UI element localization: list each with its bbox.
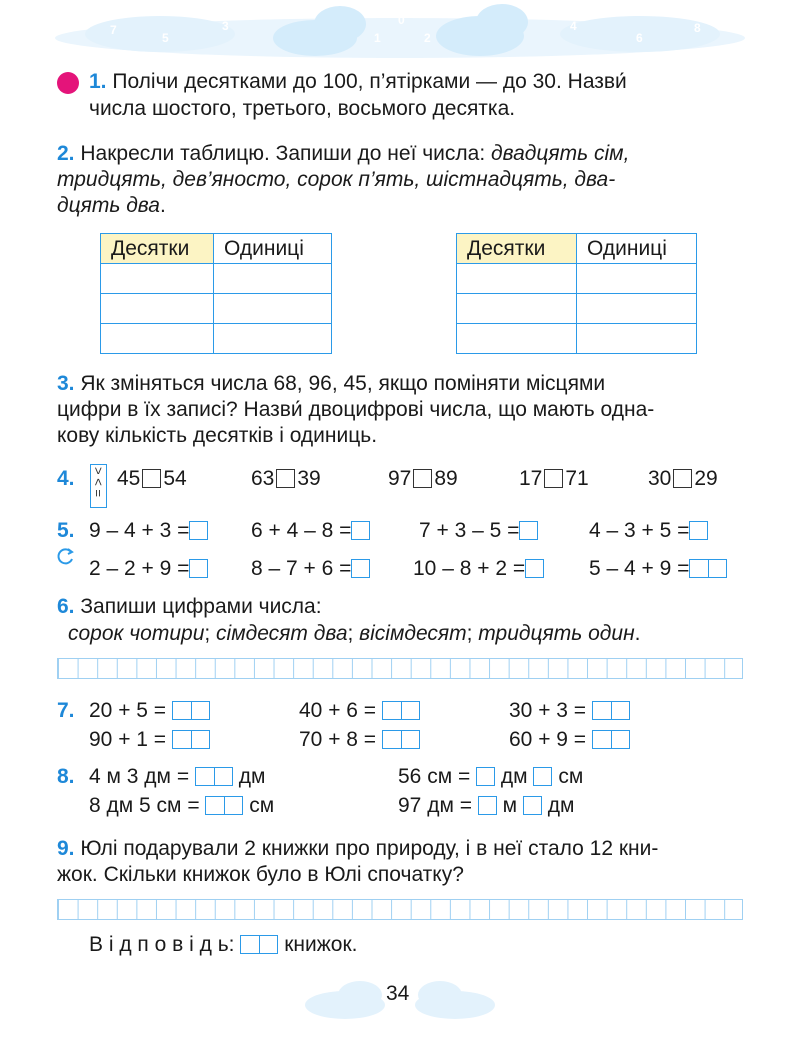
expression: 4 – 3 + 5 = xyxy=(589,518,708,544)
answer-grid xyxy=(57,658,743,679)
compare-pair: 30 29 xyxy=(648,467,718,490)
task-6-line1 xyxy=(57,594,322,620)
task-8-number: 8. xyxy=(57,765,75,788)
task-6-text: Запиши цифрами числа: xyxy=(80,595,322,618)
header-digit: 0 xyxy=(398,13,405,27)
table-cell xyxy=(101,324,214,354)
sum-expression: 60 + 9 = xyxy=(509,727,630,753)
expression: 2 – 2 + 9 = xyxy=(89,556,208,582)
task-1-line1 xyxy=(89,69,627,95)
table-cell xyxy=(214,294,332,324)
number-word: вісімдесят xyxy=(359,622,467,645)
task-2-period: . xyxy=(160,194,166,217)
expression: 5 – 4 + 9 = xyxy=(589,556,727,582)
task-2-text: Накресли таблицю. Запиши до неї числа: xyxy=(80,142,492,165)
answer-label: В і д п о в і д ь: xyxy=(89,933,235,956)
answer-unit: книжок. xyxy=(284,933,358,956)
task-1-number: 1. xyxy=(89,70,107,93)
compare-pair: 63 39 xyxy=(251,467,321,490)
sum-expression: 20 + 5 = xyxy=(89,698,210,724)
number-word: сорок чотири xyxy=(68,622,205,645)
unit-conversion: 8 дм 5 см = см xyxy=(89,794,275,817)
task-3-line2: цифри в їх записі? Назви́ двоцифрові числа, що мають одна- xyxy=(57,398,655,421)
header-units: Одиниці xyxy=(214,234,332,264)
task-9-line2: жок. Скільки книжок було в Юлі спочатку? xyxy=(57,863,464,886)
task-2-line2: тридцять, дев’яносто, сорок п’ять, шістнадцять, два- xyxy=(57,168,616,191)
table-cell xyxy=(577,264,697,294)
number-word: сімдесят два xyxy=(216,622,348,645)
sum-expression: 30 + 3 = xyxy=(509,698,630,724)
task-2-number: 2. xyxy=(57,142,75,165)
expression: 6 + 4 – 8 = xyxy=(251,518,370,544)
table-cell xyxy=(577,324,697,354)
header-tens: Десятки xyxy=(101,234,214,264)
task-3-line3: кову кількість десятків і одиниць. xyxy=(57,424,378,447)
expression: 8 – 7 + 6 = xyxy=(251,556,370,582)
table-cell xyxy=(577,294,697,324)
table-cell xyxy=(457,264,577,294)
answer-grid xyxy=(57,899,743,920)
compare-signs-icon: > < = xyxy=(90,464,107,508)
task-3-line1 xyxy=(57,371,605,397)
header-units: Одиниці xyxy=(577,234,697,264)
unit-conversion: 56 см = дм см xyxy=(398,765,584,788)
task-6-number: 6. xyxy=(57,595,75,618)
expression: 9 – 4 + 3 = xyxy=(89,518,208,544)
task-5-number: 5. xyxy=(57,519,75,542)
tens-units-table-right xyxy=(456,233,697,354)
expression: 10 – 8 + 2 = xyxy=(413,556,544,582)
header-digit: 6 xyxy=(636,31,643,45)
sum-expression: 90 + 1 = xyxy=(89,727,210,753)
compare-pair: 97 89 xyxy=(388,467,458,490)
header-tens: Десятки xyxy=(457,234,577,264)
header-digit: 8 xyxy=(694,21,701,35)
table-cell xyxy=(101,294,214,324)
unit-conversion: 97 дм = м дм xyxy=(398,794,575,817)
task-7-number: 7. xyxy=(57,699,75,722)
answer-line xyxy=(89,932,357,958)
sum-expression: 40 + 6 = xyxy=(299,698,420,724)
task-3-text: Як зміняться числа 68, 96, 45, якщо поміняти місцями xyxy=(80,372,606,395)
header-clouds xyxy=(40,0,760,72)
task-1-dot xyxy=(57,72,79,94)
table-cell xyxy=(214,324,332,354)
header-digit: 2 xyxy=(424,31,431,45)
task-9-text: Юлі подарували 2 книжки про природу, і в неї стало 12 кни- xyxy=(80,837,659,860)
tens-units-table-left xyxy=(100,233,332,354)
header-digit: 4 xyxy=(570,19,577,33)
header-digit: 7 xyxy=(110,23,117,37)
compare-pair: 17 71 xyxy=(519,467,589,490)
header-digit: 3 xyxy=(222,19,229,33)
table-cell xyxy=(101,264,214,294)
expression: 7 + 3 – 5 = xyxy=(419,518,538,544)
task-1-text: Полічи десятками до 100, п’ятірками — до 30. Назви́ xyxy=(112,70,627,93)
task-6-line2: сорок чотири; сімдесят два; вісімдесят; тридцять один. xyxy=(68,622,641,645)
task-2-line3-italic: дцять два xyxy=(57,194,160,217)
table-cell xyxy=(457,294,577,324)
sum-expression: 70 + 8 = xyxy=(299,727,420,753)
number-word: тридцять один xyxy=(478,622,635,645)
task-3-number: 3. xyxy=(57,372,75,395)
task-2-line1 xyxy=(57,141,629,167)
task-9-line1 xyxy=(57,836,658,862)
table-cell xyxy=(457,324,577,354)
task-2-italic: двадцять сім, xyxy=(491,142,630,165)
header-digit: 5 xyxy=(162,31,169,45)
task-4-number: 4. xyxy=(57,467,75,490)
page-number: 34 xyxy=(386,982,410,1005)
compare-pair: 45 54 xyxy=(117,467,187,490)
task-9-number: 9. xyxy=(57,837,75,860)
task-2-line3 xyxy=(57,193,166,219)
header-digit: 1 xyxy=(374,31,381,45)
cycle-arrow-icon xyxy=(56,546,76,566)
task-1-line2: числа шостого, третього, восьмого десятка. xyxy=(89,97,516,120)
table-cell xyxy=(214,264,332,294)
unit-conversion: 4 м 3 дм = дм xyxy=(89,765,266,788)
